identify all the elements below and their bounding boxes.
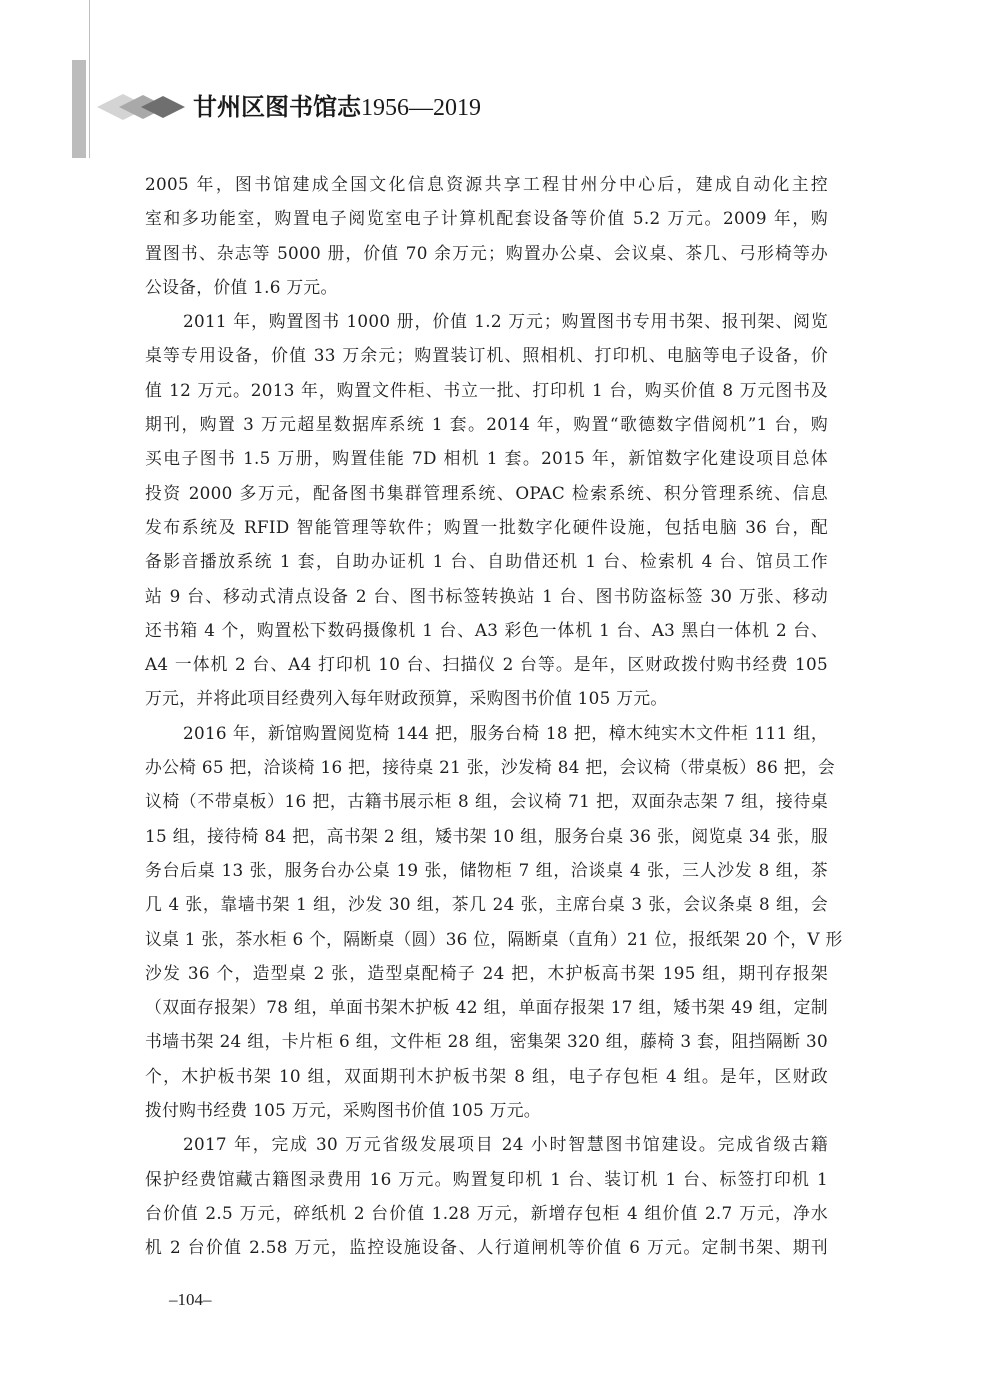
body-line: 备影音播放系统 1 套，自助办证机 1 台、自助借还机 1 台、检索机 4 台、馆员工作 — [145, 551, 828, 572]
body-line: 保护经费馆藏古籍图录费用 16 万元。购置复印机 1 台、装订机 1 台、标签打印机 1 — [145, 1168, 828, 1189]
body-line: 2017 年，完成 30 万元省级发展项目 24 小时智慧图书馆建设。完成省级古籍 — [183, 1134, 828, 1155]
body-line: 个，木护板书架 10 组，双面期刊木护板书架 8 组，电子存包柜 4 组。是年，区财政 — [145, 1065, 828, 1086]
body-line: 几 4 张，靠墙书架 1 组，沙发 30 组，茶几 24 张，主席台桌 3 张，会议条桌 8 组，会 — [145, 894, 828, 915]
body-line: 投资 2000 多万元，配备图书集群管理系统、OPAC 检索系统、积分管理系统、信息 — [145, 482, 828, 503]
body-line: 还书箱 4 个，购置松下数码摄像机 1 台、A3 彩色一体机 1 台、A3 黑白一体机 2 台、 — [145, 619, 828, 640]
body-text — [145, 167, 843, 1265]
body-line: 期刊，购置 3 万元超星数据库系统 1 套。2014 年，购置“歌德数字借阅机”1 台，购 — [145, 414, 828, 435]
header-gray-bar — [72, 60, 86, 158]
body-line: （双面存报架）78 组，单面书架木护板 42 组，单面存报架 17 组，矮书架 49 组，定制 — [145, 997, 828, 1018]
body-line: 2005 年，图书馆建成全国文化信息资源共享工程甘州分中心后，建成自动化主控 — [145, 174, 828, 194]
body-line: 议椅（不带桌板）16 把，古籍书展示柜 8 组，会议椅 71 把，双面杂志架 7 组，接待桌 — [145, 791, 828, 812]
page-number: –104– — [169, 1290, 212, 1309]
body-line: 拨付购书经费 105 万元，采购图书价值 105 万元。 — [145, 1100, 541, 1121]
body-line: 议桌 1 张，茶水柜 6 个，隔断桌（圆）36 位，隔断桌（直角）21 位，报纸架 20 个，V 形 — [145, 928, 843, 949]
body-line: 沙发 36 个，造型桌 2 张，造型桌配椅子 24 把，木护板高书架 195 组，期刊存报架 — [145, 962, 828, 983]
body-line: 机 2 台价值 2.58 万元，监控设施设备、人行道闸机等价值 6 万元。定制书架、期刊 — [145, 1237, 828, 1258]
body-line: A4 一体机 2 台、A4 打印机 10 台、扫描仪 2 台等。是年，区财政拨付购书经费 105 — [145, 654, 828, 675]
body-line: 桌等专用设备，价值 33 万余元；购置装订机、照相机、打印机、电脑等电子设备，价 — [145, 345, 828, 366]
body-line: 公设备，价值 1.6 万元。 — [145, 276, 338, 297]
body-line: 站 9 台、移动式清点设备 2 台、图书标签转换站 1 台、图书防盗标签 30 万张、移动 — [145, 585, 828, 606]
body-line: 发布系统及 RFID 智能管理等软件；购置一批数字化硬件设施，包括电脑 36 台，配 — [145, 516, 828, 537]
body-line: 办公椅 65 把，洽谈椅 16 把，接待桌 21 张，沙发椅 84 把，会议椅（带桌板）86 把，会 — [145, 757, 835, 778]
body-line: 2011 年，购置图书 1000 册，价值 1.2 万元；购置图书专用书架、报刊架、阅览 — [183, 311, 828, 332]
header-diamond-icon — [97, 92, 187, 122]
body-line: 室和多功能室，购置电子阅览室电子计算机配套设备等价值 5.2 万元。2009 年，购 — [145, 208, 828, 229]
body-line: 万元，并将此项目经费列入每年财政预算，采购图书价值 105 万元。 — [145, 688, 668, 709]
header-title — [193, 91, 481, 124]
book-years: 1956—2019 — [361, 95, 481, 121]
body-line: 值 12 万元。2013 年，购置文件柜、书立一批、打印机 1 台，购买价值 8 万元图书及 — [145, 379, 828, 400]
book-title: 甘州区图书馆志 — [193, 92, 361, 121]
body-line: 买电子图书 1.5 万册，购置佳能 7D 相机 1 套。2015 年，新馆数字化建设项目总体 — [145, 448, 828, 469]
body-line: 2016 年，新馆购置阅览椅 144 把，服务台椅 18 把，樟木纯实木文件柜 111 组， — [183, 722, 828, 743]
body-line: 置图书、杂志等 5000 册，价值 70 余万元；购置办公桌、会议桌、茶几、弓形椅等办 — [145, 242, 828, 263]
body-line: 务台后桌 13 张，服务台办公桌 19 张，储物柜 7 组，洽谈桌 4 张，三人沙发 8 组，茶 — [145, 859, 828, 880]
body-line: 15 组，接待椅 84 把，高书架 2 组，矮书架 10 组，服务台桌 36 张，阅览桌 34 张，服 — [145, 825, 828, 846]
body-line: 台价值 2.5 万元，碎纸机 2 台价值 1.28 万元，新增存包柜 4 组价值 2.7 万元，净水 — [145, 1202, 828, 1223]
header-vertical-rule — [89, 0, 90, 158]
body-line: 书墙书架 24 组，卡片柜 6 组，文件柜 28 组，密集架 320 组，藤椅 3 套，阻挡隔断 30 — [145, 1031, 828, 1052]
